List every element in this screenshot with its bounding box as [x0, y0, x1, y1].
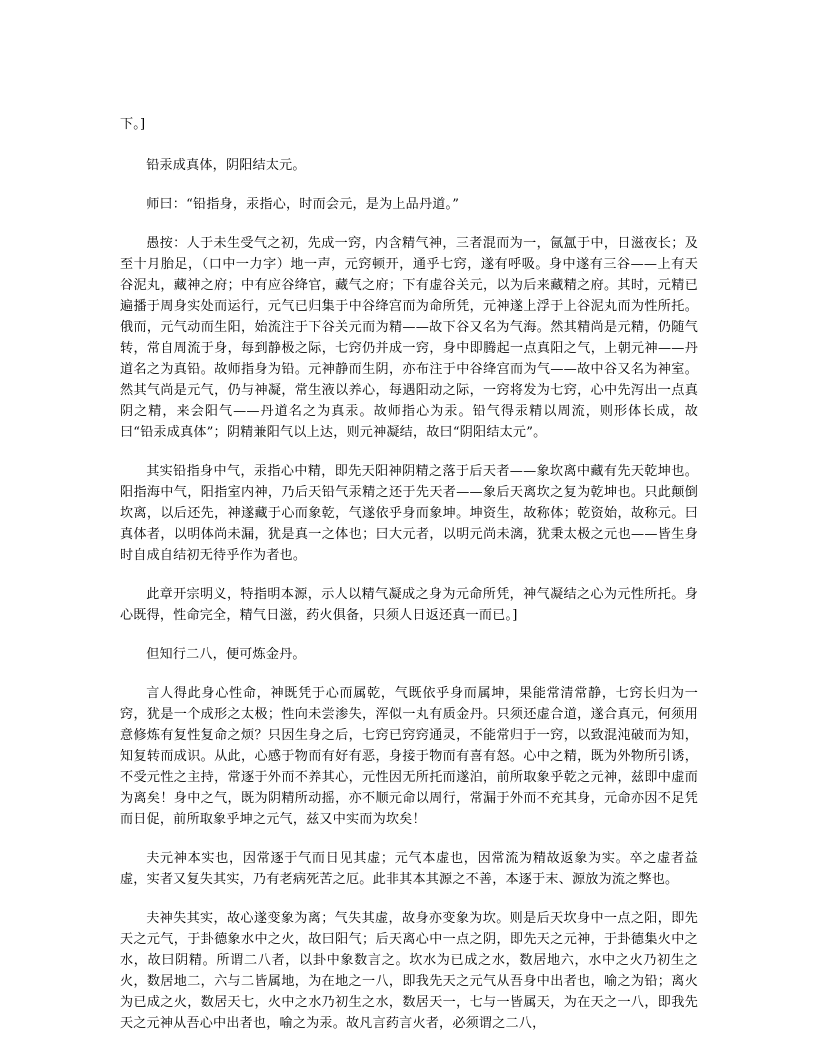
- document-page: [120, 114, 698, 1052]
- verse-line-1: 铅汞成真体，阴阳结太元。: [146, 158, 306, 173]
- verse-line-2: 但知行二八，便可炼金丹。: [146, 647, 306, 662]
- commentary-paragraph-4: 言人得此身心性命，神既凭于心而属乾，气既依乎身而属坤，果能常清常静，七窍长归为一窍，犹是一个成形之太极；性向未尝渗失，浑似一丸有质金丹。只须还虚合道，遂合真元，何须用意修炼有复性复命之烦？只因生身之后，七窍已窍窍通灵，不能常归于一窍，以致混沌破而为知，知复转而成识。从此，心感于物而有好有恶，身接于物而有喜有怒。心中之精，既为外物所引诱，不受元性之主持，常逐于外而不养其心，元性因无所托而遂泊，前所取象乎乾之元神，兹即中虚而为离矣！身中之气，既为阴精所动摇，亦不顺元命以周行，常漏于外而不充其身，元命亦因不足凭而日促，前所取象乎坤之元气，兹又中实而为坎矣！: [120, 686, 698, 827]
- commentary-paragraph-1: 愚按：人于未生受气之初，先成一窍，内含精气神，三者混而为一，氤氲于中，日滋夜长；及至十月胎足，（口中一力字）地一声，元窍顿开，通乎七窍，遂有呼吸。身中遂有三谷——上有天谷泥丸，藏神之府；中有应谷绛官，藏气之府；下有虚谷关元，以为后来藏精之府。其时，元精已遍播于周身实处而运行，元气已归集于中谷绛宫而为命所凭，元神遂上浮于上谷泥丸而为性所托。俄而，元气动而生阳，始流注于下谷关元而为精——故下谷又名为气海。然其精尚是元精，仍随气转，常自周流于身，每到静极之际，七窍仍并成一窍，身中即腾起一点真阳之气，上朝元神——丹道名之为真铅。故师指身为铅。元神静而生阴，亦布注于中谷绛宫而为气——故中谷又名为神室。然其气尚是元气，仍与神凝，常生液以养心，每遇阳动之际，一窍将发为七窍，心中先泻出一点真阴之精，来会阳气——丹道名之为真汞。故师指心为汞。铅气得汞精以周流，则形体长成，故曰“铅汞成真体”；阴精兼阳气以上达，则元神凝结，故曰“阴阳结太元”。: [120, 236, 698, 440]
- commentary-paragraph-6: 夫神失其实，故心遂变象为离；气失其虚，故身亦变象为坎。则是后天坎身中一点之阳，即先天之元气，于卦德象水中之火，故曰阳气；后天离心中一点之阴，即先天之元神，于卦德集火中之水，故曰阴精。所谓二八者，以卦中象数言之。坎水为已成之水，数居地六，水中之火乃初生之火，数居地二，六与二皆属地，为在地之一八，即我先天之元气从吾身中出者也，喻之为铅；离火为已成之火，数居天七，火中之水乃初生之水，数居天一，七与一皆属天，为在天之一八，即我先天之元神从吾心中出者也，喻之为汞。故凡言药言火者，必须谓之二八，: [120, 911, 698, 1031]
- commentary-paragraph-2: 其实铅指身中气，汞指心中精，即先天阳神阴精之落于后天者——象坎离中藏有先天乾坤也。阳指海中气，阳指室内神，乃后天铅气汞精之还于先天者——象后天离坎之复为乾坤也。只此颠倒坎离，以后还先，神遂藏于心而象乾，气遂依乎身而象坤。坤资生，故称体；乾资始，故称元。曰真体者，以明体尚未漏，犹是真一之体也；曰大元者，以明元尚未漓，犹秉太极之元也——皆生身时自成自结初无待乎作为者也。: [120, 464, 698, 563]
- paragraph-1: 下。]: [120, 117, 146, 132]
- teacher-quote: 师曰：“铅指身，汞指心，时而会元，是为上品丹道。”: [146, 197, 460, 212]
- commentary-paragraph-5: 夫元神本实也，因常逐于气而日见其虚；元气本虚也，因常流为精故返象为实。卒之虚者益虚，实者又复失其实，乃有老病死苦之厄。此非其本其源之不善，本逐于末、源放为流之弊也。: [120, 851, 698, 887]
- commentary-paragraph-3: 此章开宗明义，特指明本源，示人以精气凝成之身为元命所凭，神气凝结之心为元性所托。身心既得，性命完全，精气日滋，药火俱备，只须人日返还真一而已。]: [120, 587, 698, 623]
